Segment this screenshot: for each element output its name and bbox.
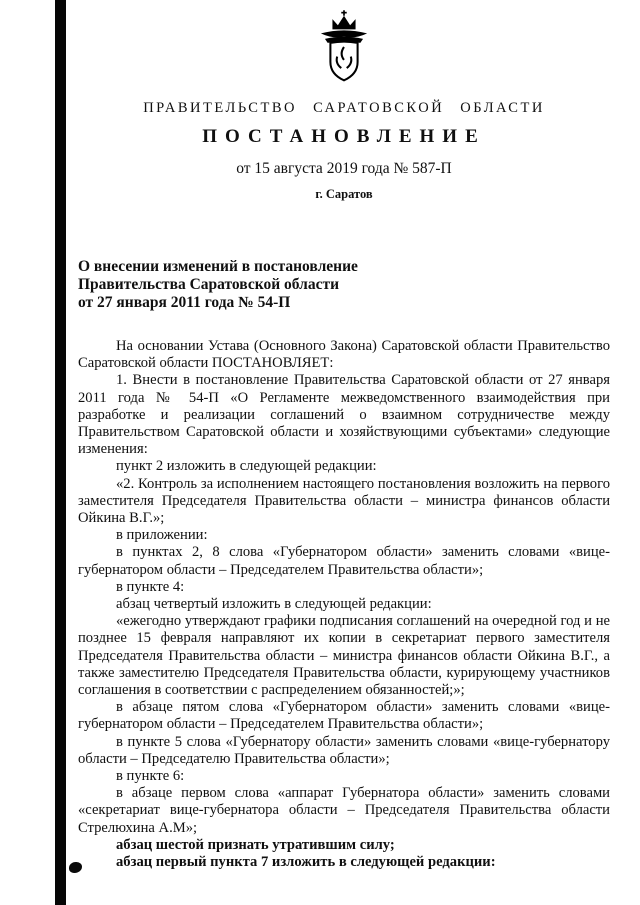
doc-paragraph: в пункте 6: [116,768,185,785]
coat-of-arms-icon [78,0,610,88]
doc-paragraph: в пункте 5 слова «Губернатору области» заменить словами «вице-губернатору области – Председателю Правительства области»; [78,733,610,767]
doc-paragraph: 1. Внести в постановление Правительства Саратовской области от 27 января 2011 года № 54-П «О Регламенте межведомственного взаимодействия при разработке и реализации соглашений о взаимном сотрудничестве между Правительством Саратовской области и хозяйствующими субъектами» следующие изменения: [78,372,610,458]
doc-type-heading: ПОСТАНОВЛЕНИЕ [202,126,486,147]
scan-edge-artifact [55,0,66,905]
doc-body [78,338,610,871]
doc-title-line: Правительства Саратовской области [78,276,339,293]
doc-paragraph: абзац первый пункта 7 изложить в следующей редакции: [116,854,496,871]
doc-paragraph: в приложении: [116,527,208,544]
org-name: ПРАВИТЕЛЬСТВО САРАТОВСКОЙ ОБЛАСТИ [143,100,545,116]
doc-paragraph: пункт 2 изложить в следующей редакции: [116,458,377,475]
doc-paragraph: абзац шестой признать утратившим силу; [116,836,395,853]
doc-title [78,258,610,312]
doc-paragraph: На основании Устава (Основного Закона) Саратовской области Правительство Саратовской области ПОСТАНОВЛЯЕТ: [78,338,610,372]
doc-paragraph: в абзаце первом слова «аппарат Губернатора области» заменить словами «секретариат вице-губернатора области – Председателя Правительства области Стрелюхина А.М»; [78,785,610,836]
doc-paragraph: «ежегодно утверждают графики подписания соглашений на очередной год и не позднее 15 февраля направляют их копии в секретариат первого заместителя Председателя Правительства области – министра финансов области Ойкина В.Г., а также заместителю Председателя Правительства области, курирующему участников соглашения в соответствии с распределением обязанностей;»; [78,613,610,699]
doc-title-line: О внесении изменений в постановление [78,258,358,275]
doc-paragraph: абзац четвертый изложить в следующей редакции: [116,596,432,613]
doc-paragraph: в пунктах 2, 8 слова «Губернатором области» заменить словами «вице-губернатором области – Председателем Правительства области»; [78,544,610,578]
document-page [78,0,610,871]
doc-paragraph: в абзаце пятом слова «Губернатором области» заменить словами «вице-губернатором области – Председателем Правительства области»; [78,699,610,733]
doc-paragraph: в пункте 4: [116,578,185,595]
date-number-line: от 15 августа 2019 года № 587-П [236,160,452,177]
doc-paragraph: «2. Контроль за исполнением настоящего постановления возложить на первого заместителя Председателя Правительства области – министра финансов области Ойкина В.Г.»; [78,475,610,527]
doc-title-line: от 27 января 2011 года № 54-П [78,294,291,311]
city-line: г. Саратов [315,187,373,201]
